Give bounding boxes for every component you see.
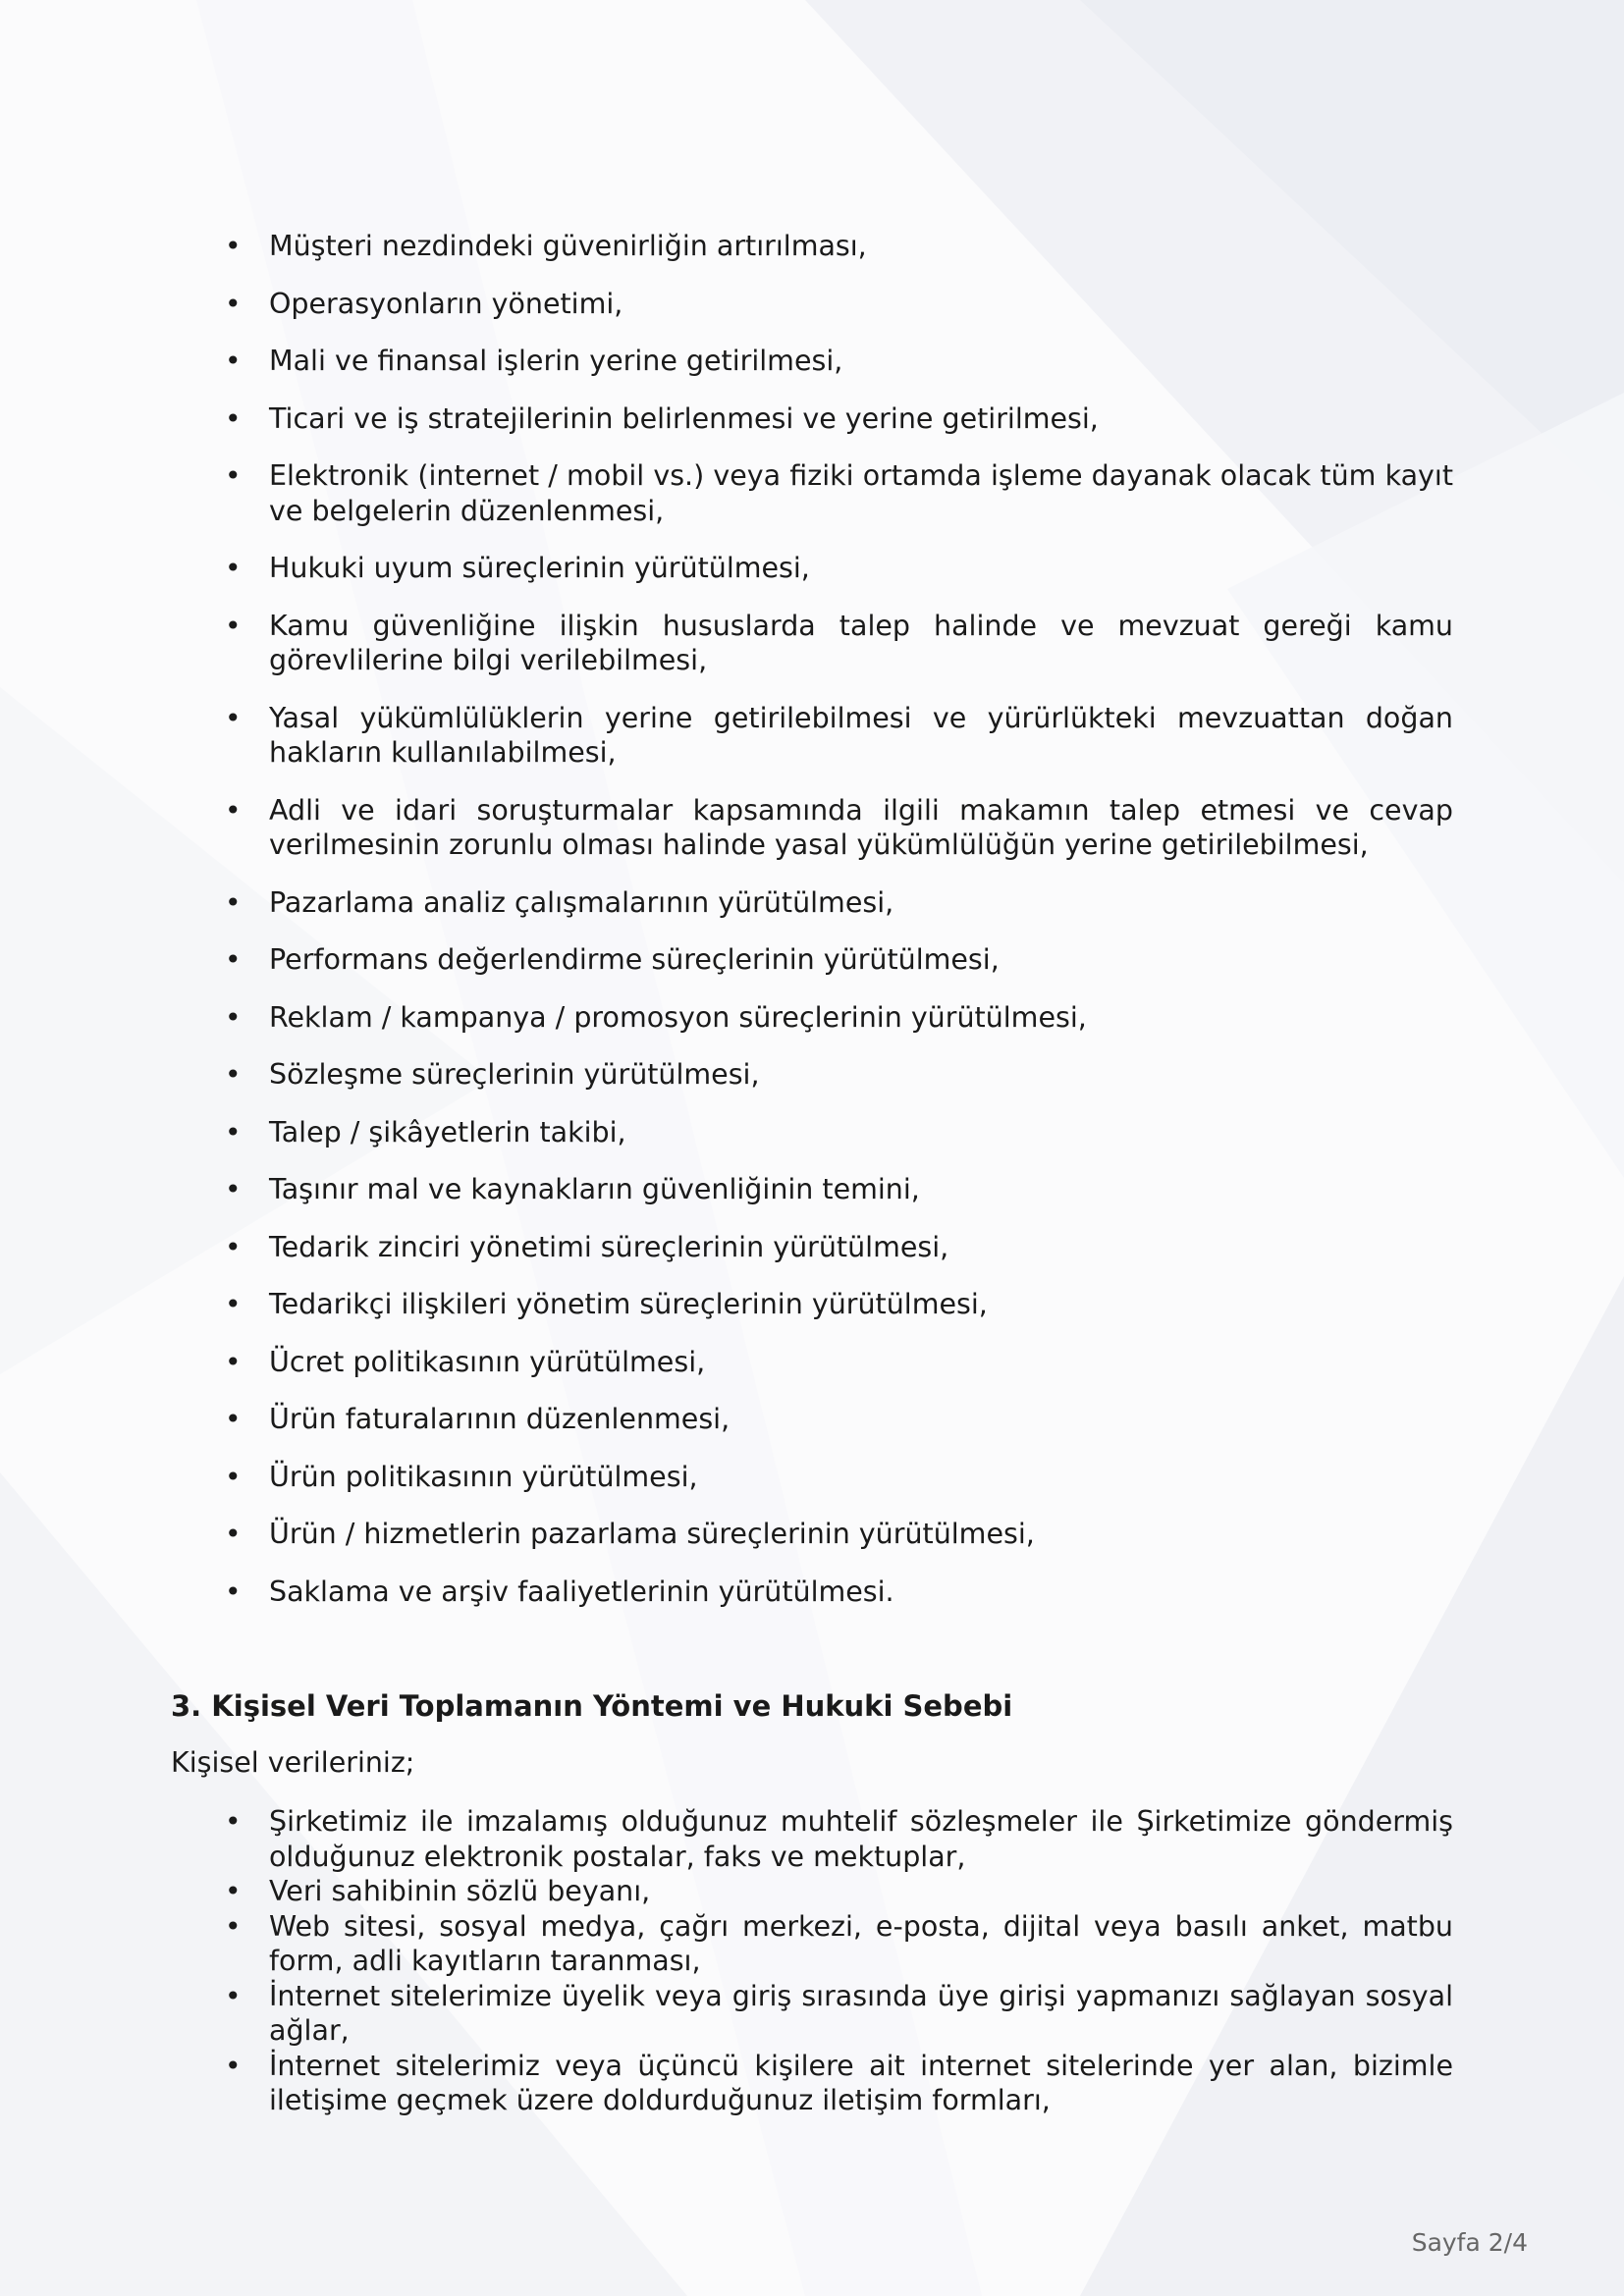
list-item (225, 1874, 1453, 1909)
list-item (225, 1804, 1453, 1874)
bullet-icon: • (225, 1173, 242, 1205)
list-item (225, 401, 1453, 437)
list-item (225, 1287, 1453, 1322)
collection-methods-list (225, 1804, 1453, 2118)
processing-purposes-list (225, 229, 1453, 1631)
list-item-text: Yasal yükümlülüklerin yerine getirilebilmesi ve yürürlükteki mevzuattan doğan hakların kullanılabilmesi, (269, 701, 1453, 769)
list-item-text: Sözleşme süreçlerinin yürütülmesi, (269, 1058, 760, 1091)
list-item-text: Ürün / hizmetlerin pazarlama süreçlerinin yürütülmesi, (269, 1518, 1035, 1550)
list-item-text: Talep / şikâyetlerin takibi, (269, 1115, 626, 1148)
list-item-text: Ürün faturalarının düzenlenmesi, (269, 1403, 731, 1435)
page-number: Sayfa 2/4 (1411, 2228, 1528, 2257)
list-item (225, 1230, 1453, 1265)
bullet-icon: • (225, 1909, 242, 1943)
bullet-icon: • (225, 1230, 242, 1263)
list-item-text: Saklama ve arşiv faaliyetlerinin yürütülmesi. (269, 1575, 894, 1608)
list-item-text: Tedarikçi ilişkileri yönetim süreçlerinin yürütülmesi, (269, 1288, 988, 1320)
bullet-icon: • (225, 609, 242, 642)
list-item-text: Reklam / kampanya / promosyon süreçlerinin yürütülmesi, (269, 1000, 1087, 1034)
list-item-text: Adli ve idari soruşturmalar kapsamında ilgili makamın talep etmesi ve cevap verilmesinin zorunlu olması halinde yasal yükümlülüğün yerine getirilebilmesi, (269, 793, 1453, 861)
bullet-icon: • (225, 1403, 242, 1435)
list-item (225, 1517, 1453, 1552)
bullet-icon: • (225, 1345, 242, 1378)
bullet-icon: • (225, 1518, 242, 1550)
bullet-icon: • (225, 1805, 242, 1838)
bullet-icon: • (225, 552, 242, 584)
list-item (225, 458, 1453, 528)
list-item (225, 287, 1453, 322)
list-item (225, 1000, 1453, 1036)
list-item (225, 1345, 1453, 1380)
list-item (225, 344, 1453, 379)
list-item-text: Kamu güvenliğine ilişkin hususlarda talep halinde ve mevzuat gereği kamu görevlilerine bilgi verilebilmesi, (269, 609, 1453, 676)
bullet-icon: • (225, 1460, 242, 1493)
list-item-text: Ürün politikasının yürütülmesi, (269, 1460, 698, 1493)
list-item (225, 1575, 1453, 1610)
bullet-icon: • (225, 459, 242, 492)
list-item (225, 1172, 1453, 1207)
bullet-icon: • (225, 287, 242, 320)
bullet-icon: • (225, 1875, 242, 1907)
bullet-icon: • (225, 345, 242, 377)
list-item (225, 1057, 1453, 1093)
bullet-icon: • (225, 793, 242, 827)
list-item-text: Mali ve finansal işlerin yerine getirilmesi, (269, 345, 843, 377)
list-item-text: Müşteri nezdindeki güvenirliğin artırılması, (269, 230, 867, 262)
bullet-icon: • (225, 401, 242, 435)
list-item (225, 1115, 1453, 1150)
list-item (225, 229, 1453, 264)
bullet-icon: • (225, 885, 242, 919)
list-item (225, 1909, 1453, 1979)
list-item (225, 2049, 1453, 2118)
bullet-icon: • (225, 1979, 242, 2012)
bullet-icon: • (225, 1288, 242, 1320)
list-item-text: Elektronik (internet / mobil vs.) veya fiziki ortamda işleme dayanak olacak tüm kayıt ve belgelerin düzenlenmesi, (269, 459, 1453, 527)
list-item-text: Pazarlama analiz çalışmalarının yürütülmesi, (269, 885, 894, 919)
list-item-text: Ticari ve iş stratejilerinin belirlenmesi ve yerine getirilmesi, (269, 401, 1099, 435)
list-item (225, 1402, 1453, 1437)
list-item (225, 793, 1453, 863)
bullet-icon: • (225, 943, 242, 976)
list-item-text: İnternet sitelerimize üyelik veya giriş sırasında üye girişi yapmanızı sağlayan sosyal ağlar, (269, 1979, 1453, 2047)
list-item-text: Hukuki uyum süreçlerinin yürütülmesi, (269, 552, 810, 584)
list-item-text: Şirketimiz ile imzalamış olduğunuz muhtelif sözleşmeler ile Şirketimize göndermiş olduğunuz elektronik postalar, faks ve mektuplar, (269, 1805, 1453, 1873)
list-item (225, 609, 1453, 678)
bullet-icon: • (225, 2049, 242, 2082)
list-item-text: Operasyonların yönetimi, (269, 287, 623, 320)
bullet-icon: • (225, 1058, 242, 1091)
list-item-text: Tedarik zinciri yönetimi süreçlerinin yürütülmesi, (269, 1230, 949, 1263)
list-item (225, 551, 1453, 586)
bullet-icon: • (225, 1000, 242, 1034)
list-item (225, 942, 1453, 978)
section-heading: 3. Kişisel Veri Toplamanın Yöntemi ve Hukuki Sebebi (171, 1689, 1013, 1723)
list-item-text: Taşınır mal ve kaynakların güvenliğinin temini, (269, 1173, 920, 1205)
bullet-icon: • (225, 701, 242, 734)
list-item-text: Performans değerlendirme süreçlerinin yürütülmesi, (269, 943, 1000, 976)
bullet-icon: • (225, 1115, 242, 1148)
list-item (225, 885, 1453, 921)
bullet-icon: • (225, 1575, 242, 1608)
list-item-text: İnternet sitelerimiz veya üçüncü kişilere ait internet sitelerinde yer alan, bizimle iletişime geçmek üzere doldurduğunuz iletişim formları, (269, 2049, 1453, 2116)
list-item (225, 1979, 1453, 2049)
list-item-text: Veri sahibinin sözlü beyanı, (269, 1875, 651, 1907)
list-item (225, 1460, 1453, 1495)
section-intro: Kişisel verileriniz; (171, 1746, 415, 1779)
bullet-icon: • (225, 230, 242, 262)
list-item-text: Web sitesi, sosyal medya, çağrı merkezi, e-posta, dijital veya basılı anket, matbu form, adli kayıtların taranması, (269, 1909, 1453, 1977)
list-item-text: Ücret politikasının yürütülmesi, (269, 1345, 706, 1378)
list-item (225, 701, 1453, 771)
